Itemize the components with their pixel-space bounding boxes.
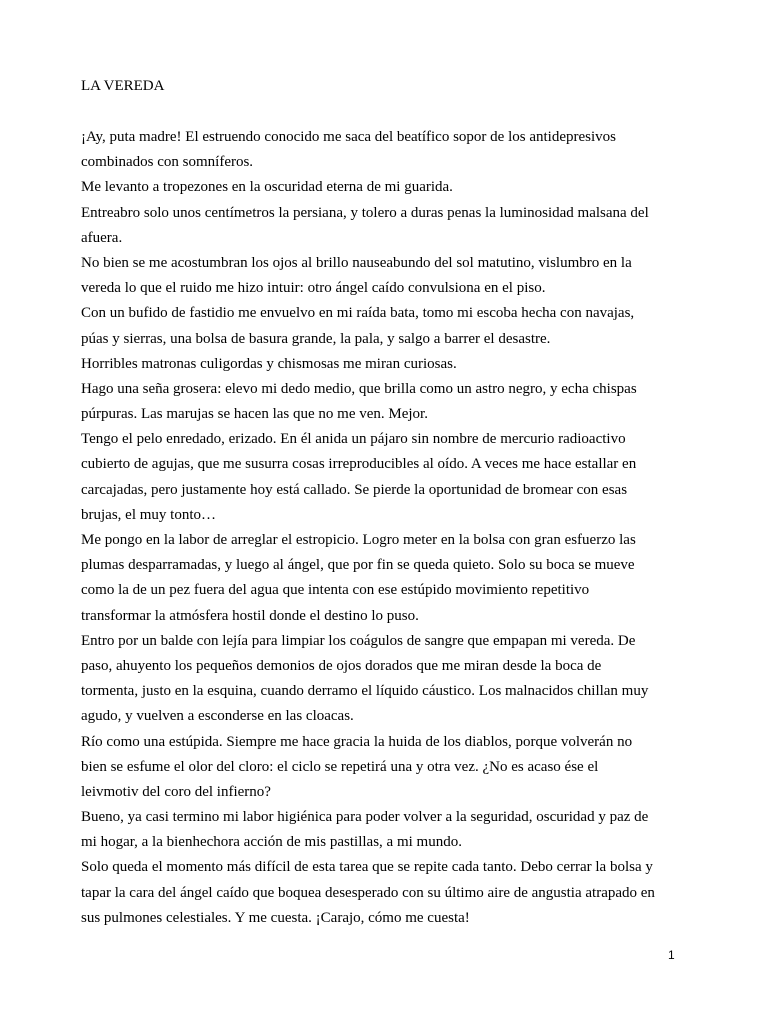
text-line: vereda lo que el ruido me hizo intuir: otro ángel caído convulsiona en el piso. xyxy=(81,280,546,297)
text-line: brujas, el muy tonto… xyxy=(81,506,216,523)
text-line: tapar la cara del ángel caído que boquea desesperado con su último aire de angustia atrapado en xyxy=(81,884,655,901)
text-line: combinados con somníferos. xyxy=(81,154,254,171)
text-line: bien se esfume el olor del cloro: el ciclo se repetirá una y otra vez. ¿No es acaso ése el xyxy=(81,758,599,775)
text-line: Tengo el pelo enredado, erizado. En él anida un pájaro sin nombre de mercurio radioactivo xyxy=(81,431,626,448)
text-line: Me pongo en la labor de arreglar el estropicio. Logro meter en la bolsa con gran esfuerzo las xyxy=(81,532,636,548)
page-number: 1 xyxy=(668,948,675,962)
text-line: carcajadas, pero justamente hoy está callado. Se pierde la oportunidad de bromear con esas xyxy=(81,481,628,498)
text-line: cubierto de agujas, que me susurra cosas irreproducibles al oído. A veces me hace estallar en xyxy=(81,456,637,473)
text-line: transformar la atmósfera hostil donde el destino lo puso. xyxy=(81,607,419,624)
document-body xyxy=(81,125,693,931)
text-line: Hago una seña grosera: elevo mi dedo medio, que brilla como un astro negro, y echa chispas xyxy=(81,380,637,397)
text-line: afuera. xyxy=(81,229,123,246)
text-line: púrpuras. Las marujas se hacen las que no me ven. Mejor. xyxy=(81,406,428,423)
text-line: sus pulmones celestiales. Y me cuesta. ¡Carajo, cómo me cuesta! xyxy=(81,909,470,926)
text-line: púas y sierras, una bolsa de basura grande, la pala, y salgo a barrer el desastre. xyxy=(81,330,551,347)
document-title: LA VEREDA xyxy=(81,78,165,94)
text-line: mi hogar, a la bienhechora acción de mis pastillas, a mi mundo. xyxy=(81,834,462,851)
text-line: tormenta, justo en la esquina, cuando derramo el líquido cáustico. Los malnacidos chillan muy xyxy=(81,683,649,700)
text-line: Entro por un balde con lejía para limpiar los coágulos de sangre que empapan mi vereda. De xyxy=(81,632,636,649)
text-line: No bien se me acostumbran los ojos al brillo nauseabundo del sol matutino, vislumbro en la xyxy=(81,254,632,271)
text-line: Horribles matronas culigordas y chismosas me miran curiosas. xyxy=(81,355,457,372)
text-line: agudo, y vuelven a esconderse en las cloacas. xyxy=(81,708,354,725)
text-line: leivmotiv del coro del infierno? xyxy=(81,783,271,800)
text-line: Me levanto a tropezones en la oscuridad eterna de mi guarida. xyxy=(81,179,453,196)
text-line: Solo queda el momento más difícil de esta tarea que se repite cada tanto. Debo cerrar la bolsa y xyxy=(81,859,653,876)
text-line: Bueno, ya casi termino mi labor higiénica para poder volver a la seguridad, oscuridad y paz de xyxy=(81,809,649,826)
text-line: plumas desparramadas, y luego al ángel, que por fin se queda quieto. Solo su boca se mueve xyxy=(81,557,635,574)
text-line: Entreabro solo unos centímetros la persiana, y tolero a duras penas la luminosidad malsana del xyxy=(81,204,649,221)
text-line: Con un bufido de fastidio me envuelvo en mi raída bata, tomo mi escoba hecha con navajas, xyxy=(81,305,635,322)
text-line: paso, ahuyento los pequeños demonios de ojos dorados que me miran desde la boca de xyxy=(81,657,602,674)
text-line: Río como una estúpida. Siempre me hace gracia la huida de los diablos, porque volverán no xyxy=(81,733,633,750)
text-line: ¡Ay, puta madre! El estruendo conocido me saca del beatífico sopor de los antidepresivos xyxy=(81,129,616,145)
text-line: como la de un pez fuera del agua que intenta con ese estúpido movimiento repetitivo xyxy=(81,582,590,599)
